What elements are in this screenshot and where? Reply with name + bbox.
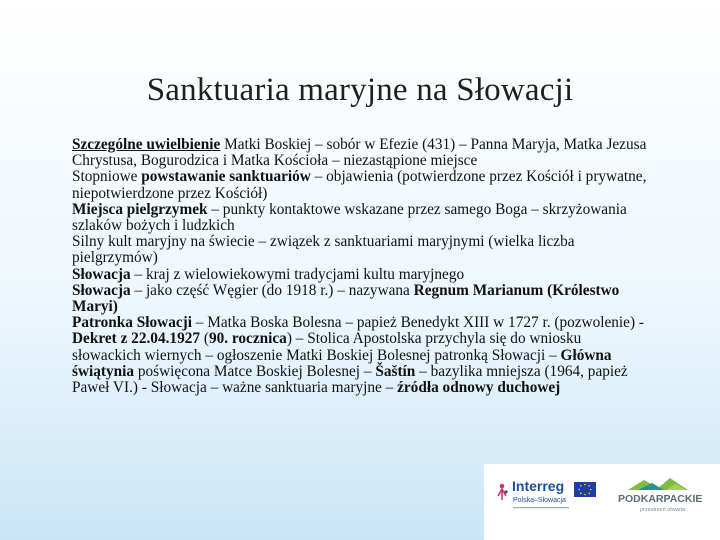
emphasis-text: Słowacja <box>72 281 131 299</box>
emphasis-text: Główna świątynia <box>72 346 612 380</box>
emphasis-text: 90. rocznica <box>208 330 287 348</box>
body-text: ( <box>200 330 209 348</box>
body-paragraph <box>72 169 652 201</box>
mountains-icon <box>628 478 688 490</box>
body-paragraph <box>72 267 652 283</box>
slide-body <box>72 137 652 396</box>
body-text: – bazylika mniejsza (1964, papież Paweł VI.) - Słowacja – ważne sanktuaria maryjne – <box>72 362 628 397</box>
emphasis-text: Dekret z 22.04.1927 <box>72 330 201 348</box>
emphasis-text: Šaštín <box>375 362 416 380</box>
emphasis-text: źródła odnowy duchowej <box>397 379 561 397</box>
interreg-name: Interreg <box>512 478 565 494</box>
podkarpackie-sub: przestrzeń otwarta <box>640 507 686 513</box>
body-paragraph <box>72 234 652 266</box>
body-text: Matki Boskiej – sobór w Efezie (431) – Panna Maryja, Matka Jezusa Chrystusa, Bogurodzica i Matka Kościoła – niezastąpione miejsce <box>72 136 647 170</box>
body-paragraph <box>72 137 652 169</box>
emphasis-text: Miejsca pielgrzymek <box>72 200 208 218</box>
body-text: – kraj z wielowiekowymi tradycjami kultu maryjnego <box>130 265 465 283</box>
interreg-sub: Polska–Słowacja <box>513 497 566 504</box>
emphasis-text: Patronka Słowacji <box>72 314 192 332</box>
body-text: – Matka Boska Bolesna – papież Benedykt XIII w 1727 r. (pozwolenie) - <box>191 314 644 332</box>
emphasis-text: Słowacja <box>72 265 131 283</box>
interreg-logo <box>496 472 604 522</box>
emphasis-text: Regnum Marianum (Królestwo Maryi) <box>72 281 620 316</box>
eu-flag-icon <box>574 482 596 497</box>
body-text: ) – Stolica Apostolska przychyla się do wniosku słowackich wiernych – ogłoszenie Matki Boskiej Bolesnej patronką Słowacji – <box>72 330 582 364</box>
body-text: – objawienia (potwierdzone przez Kościół i prywatne, niepotwierdzone przez Kościół) <box>72 168 647 202</box>
body-paragraph <box>72 315 652 396</box>
emphasis-text: Szczególne uwielbienie <box>72 136 221 153</box>
podkarpackie-name: PODKARPACKIE <box>618 493 703 505</box>
slide-title: Sanktuaria maryjne na Słowacji <box>146 72 574 108</box>
body-text: – punkty kontaktowe wskazane przez samego Boga – skrzyżowania szlaków bożych i ludzkich <box>72 200 627 235</box>
body-text: Stopniowe <box>72 168 142 186</box>
body-paragraph <box>72 202 652 234</box>
emphasis-text <box>72 136 220 153</box>
figure-icon <box>498 484 508 500</box>
body-text: poświęcona Matce Boskiej Bolesnej – <box>134 362 376 380</box>
body-text: – jako część Węgier (do 1918 r.) – nazywana <box>130 281 414 299</box>
emphasis-text: powstawanie sanktuariów <box>141 168 311 186</box>
body-paragraph <box>72 283 652 315</box>
body-text: Silny kult maryjny na świecie – związek z sanktuariami maryjnymi (wielka liczba pielgrzymów) <box>72 233 575 267</box>
podkarpackie-logo <box>610 472 714 522</box>
